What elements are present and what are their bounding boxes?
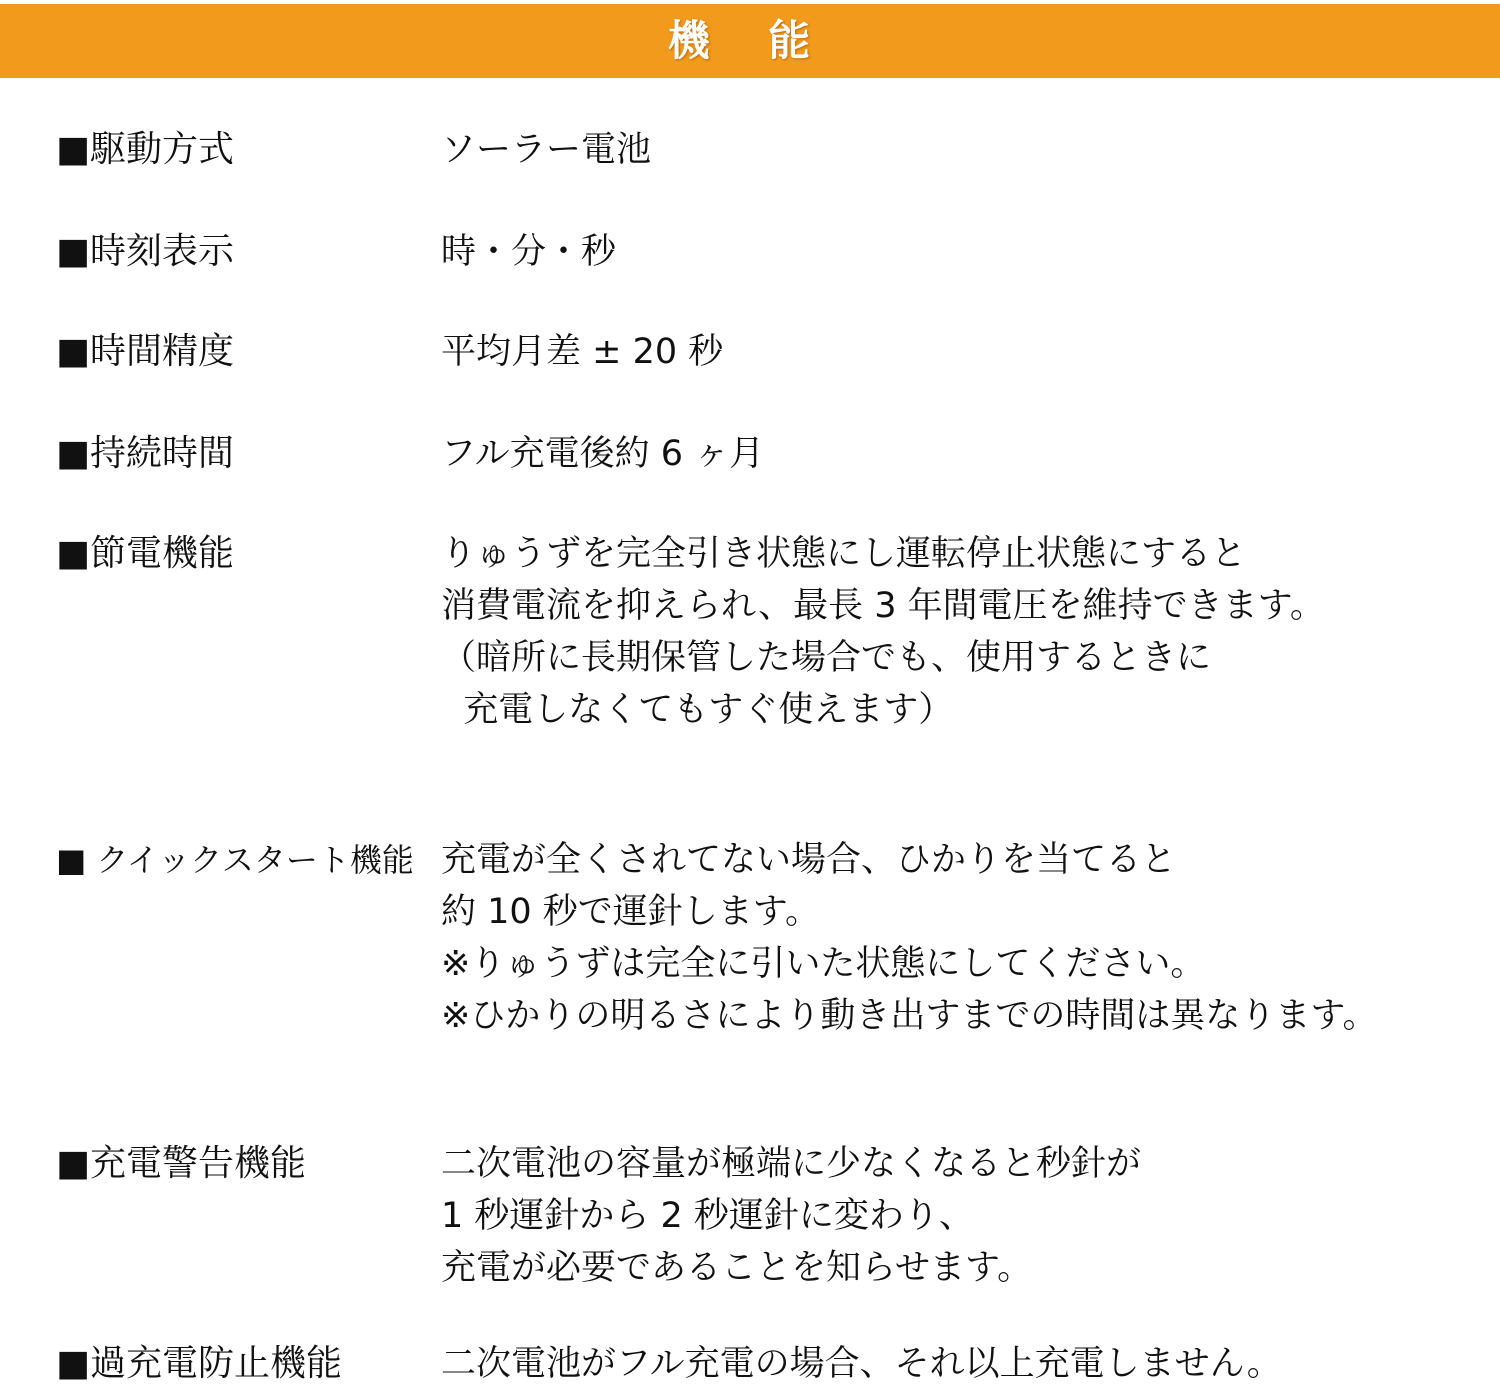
spec-label-overcharge-protection: ■過充電防止機能 bbox=[56, 1343, 343, 1384]
spec-value-drive-method bbox=[441, 124, 1491, 176]
spec-value-duration bbox=[441, 428, 1491, 480]
page-title: 機 能 bbox=[667, 16, 833, 65]
spec-value-line: 消費電流を抑えられ、最長 3 年間電圧を維持できます。 bbox=[441, 586, 1325, 626]
spec-value-line: （暗所に長期保管した場合でも、使用するときに bbox=[441, 638, 1212, 678]
spec-value-line: フル充電後約 6 ヶ月 bbox=[441, 434, 765, 474]
spec-value-line: りゅうずを完全引き状態にし運転停止状態にすると bbox=[441, 534, 1247, 574]
spec-value-line: 充電が必要であることを知らせます。 bbox=[441, 1248, 1033, 1288]
spec-value-overcharge-protection bbox=[441, 1338, 1491, 1390]
spec-value-line: ※りゅうずは完全に引いた状態にしてください。 bbox=[441, 944, 1206, 984]
spec-value-line: 二次電池の容量が極端に少なくなると秒針が bbox=[441, 1144, 1142, 1184]
spec-value-charge-warning bbox=[441, 1138, 1491, 1294]
spec-value-power-saving bbox=[441, 528, 1491, 736]
spec-value-line: 二次電池がフル充電の場合、それ以上充電しません。 bbox=[441, 1344, 1282, 1384]
spec-value-line: 充電が全くされてない場合、ひかりを当てると bbox=[441, 840, 1177, 880]
spec-label-duration: ■持続時間 bbox=[56, 433, 235, 474]
spec-label-drive-method: ■駆動方式 bbox=[56, 129, 235, 170]
spec-value-line: ※ひかりの明るさにより動き出すまでの時間は異なります。 bbox=[441, 996, 1378, 1036]
spec-value-line: ソーラー電池 bbox=[441, 130, 652, 170]
spec-value-line: 充電しなくてもすぐ使えます） bbox=[441, 690, 954, 730]
spec-label-accuracy: ■時間精度 bbox=[56, 331, 235, 372]
spec-label-time-display: ■時刻表示 bbox=[56, 231, 235, 272]
spec-label-charge-warning: ■充電警告機能 bbox=[56, 1143, 307, 1184]
spec-value-line: 時・分・秒 bbox=[441, 232, 617, 272]
spec-value-line: 平均月差 ± 20 秒 bbox=[441, 332, 724, 372]
spec-value-line: 約 10 秒で運針します。 bbox=[441, 892, 820, 932]
spec-label-quick-start: ■ クイックスタート機能 bbox=[56, 841, 414, 879]
spec-value-time-display bbox=[441, 226, 1491, 278]
spec-value-accuracy bbox=[441, 326, 1491, 378]
spec-label-power-saving: ■節電機能 bbox=[56, 533, 235, 574]
spec-value-quick-start bbox=[441, 834, 1491, 1042]
spec-value-line: 1 秒運針から 2 秒運針に変わり、 bbox=[441, 1196, 974, 1236]
